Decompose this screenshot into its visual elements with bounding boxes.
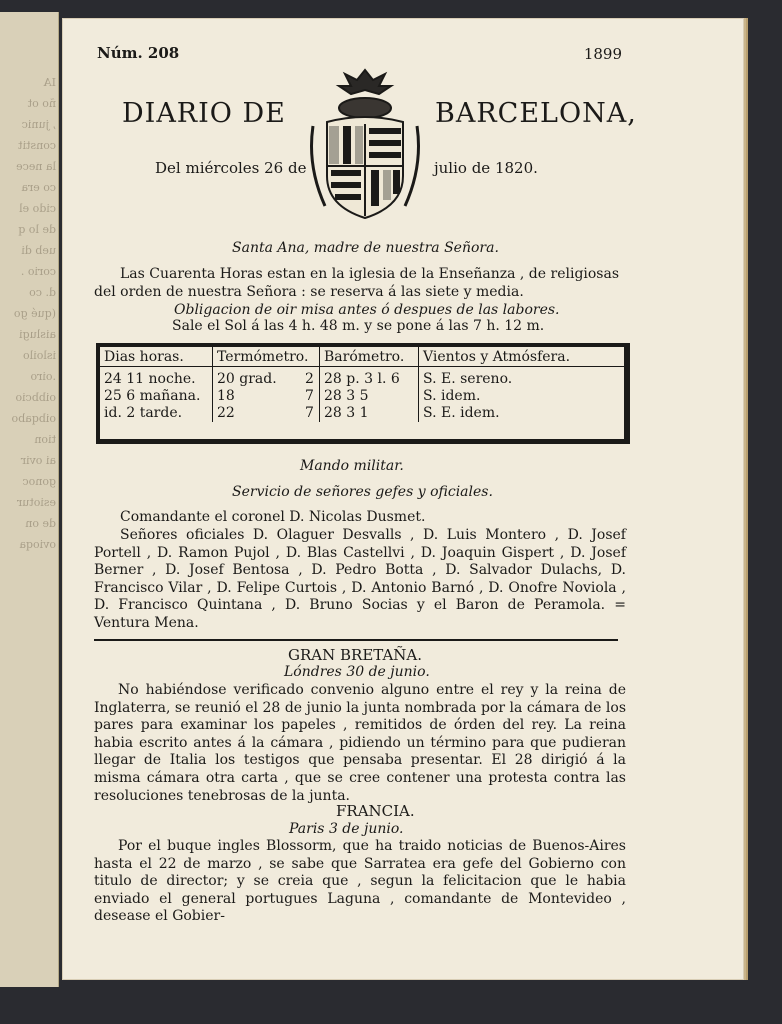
cell-time: id. 2 tarde. (100, 405, 213, 422)
facing-page (0, 12, 59, 987)
military-heading: Mando militar. (300, 458, 404, 474)
weather-row (100, 388, 624, 405)
cell-temp-frac: 7 (301, 405, 320, 422)
cell-time: 24 11 noche. (100, 367, 213, 389)
saint-of-day: Santa Ana, madre de nuestra Señora. (232, 240, 499, 256)
military-subheading: Servicio de señores gefes y oficiales. (232, 484, 493, 500)
forty-hours-line-1: Las Cuarenta Horas estan en la iglesia de la Enseñanza , de religiosas (120, 266, 620, 282)
sunrise-sunset: Sale el Sol á las 4 h. 48 m. y se pone á las 7 h. 12 m. (172, 318, 545, 334)
officers-paragraph: Señores oficiales D. Olaguer Desvalls , D. Luis Montero , D. Josef Portell , D. Ramon Pujol , D. Blas Castellvi , D. Joaquin Gispert , D. Josef Berner , D. Josef Bentosa , D. Pedro Botta , D. Salvador Dulachs, D. Francisco Vilar , D. Felipe Curtois , D. Antonio Barnó , D. Onofre Noviola , D. Francisco Quintana , D. Bruno Socias y el Baron de Peramola. = Ventura Mena. (94, 527, 626, 631)
date-right: julio de 1820. (434, 159, 538, 177)
weather-row (100, 405, 624, 422)
masthead-title-left: DIARIO DE (122, 98, 286, 129)
gb-paragraph: No habiéndose verificado convenio alguno entre el rey y la reina de Inglaterra, se reunió el 28 de junio la junta nombrada por la cámara de los pares para examinar los papeles , remitidos de órden del rey. La reina habia escrito antes á la cámara , pidiendo un término para que pudieran llegar de Italia los testigos que pensaba presentar. El 28 dirigió á la misma cámara otra carta , que se cree contener una protesta contra las resoluciones tenebrosas de la junta. (94, 682, 626, 804)
col-header-thermometer: Termómetro. (213, 347, 320, 367)
masthead-title-right: BARCELONA, (435, 98, 637, 129)
gb-heading: GRAN BRETAÑA. (288, 646, 423, 664)
coat-of-arms-icon (305, 66, 425, 226)
cell-temp: 20 grad. (217, 371, 277, 387)
issue-number: Núm. 208 (97, 44, 180, 62)
commander-line: Comandante el coronel D. Nicolas Dusmet. (120, 509, 426, 525)
cell-barometer: 28 3 1 (320, 405, 419, 422)
weather-row (100, 367, 624, 389)
cell-temp: 22 (217, 405, 235, 421)
cell-temp-frac: 7 (301, 388, 320, 405)
cell-temp-frac: 2 (301, 367, 320, 389)
bleed-through-text: IA ño ot , junic constit la nece co era cido el de lo q ueb di corio . d. co (qué go aislugi isloilo .oiro oibbcio oibqabo tion ai ovir gonoc esiotur de on ovioqa (11, 76, 56, 551)
cell-winds: S. E. sereno. (423, 371, 513, 387)
cell-barometer: 28 p. 3 l. 6 (320, 367, 419, 389)
page-number: 1899 (583, 45, 622, 63)
cell-winds: S. E. idem. (423, 405, 500, 421)
forty-hours-line-2: del orden de nuestra Señora : se reserva á las siete y media. (94, 284, 524, 300)
col-header-barometer: Barómetro. (320, 347, 419, 367)
fr-dateline: Paris 3 de junio. (289, 821, 404, 837)
date-left: Del miércoles 26 de (155, 159, 307, 177)
cell-barometer: 28 3 5 (320, 388, 419, 405)
gb-dateline: Lóndres 30 de junio. (284, 664, 430, 680)
weather-header-row (100, 347, 624, 367)
col-header-winds: Vientos y Atmósfera. (419, 347, 625, 367)
col-header-days: Dias horas. (100, 347, 213, 367)
newspaper-page (62, 18, 744, 980)
mass-obligation: Obligacion de oir misa antes ó despues de las labores. (174, 302, 560, 318)
cell-time: 25 6 mañana. (100, 388, 213, 405)
weather-table (96, 343, 630, 444)
section-divider (94, 639, 618, 641)
cell-winds: S. idem. (423, 388, 481, 404)
cell-temp: 18 (217, 388, 235, 404)
fr-paragraph: Por el buque ingles Blossorm, que ha traido noticias de Buenos-Aires hasta el 22 de marzo , se sabe que Sarratea era gefe del Gobierno con titulo de director; y se creia que , segun la felicitacion que le habia enviado el general portugues Laguna , comandante de Montevideo , desease el Gobier- (94, 838, 626, 925)
fr-heading: FRANCIA. (336, 802, 415, 820)
